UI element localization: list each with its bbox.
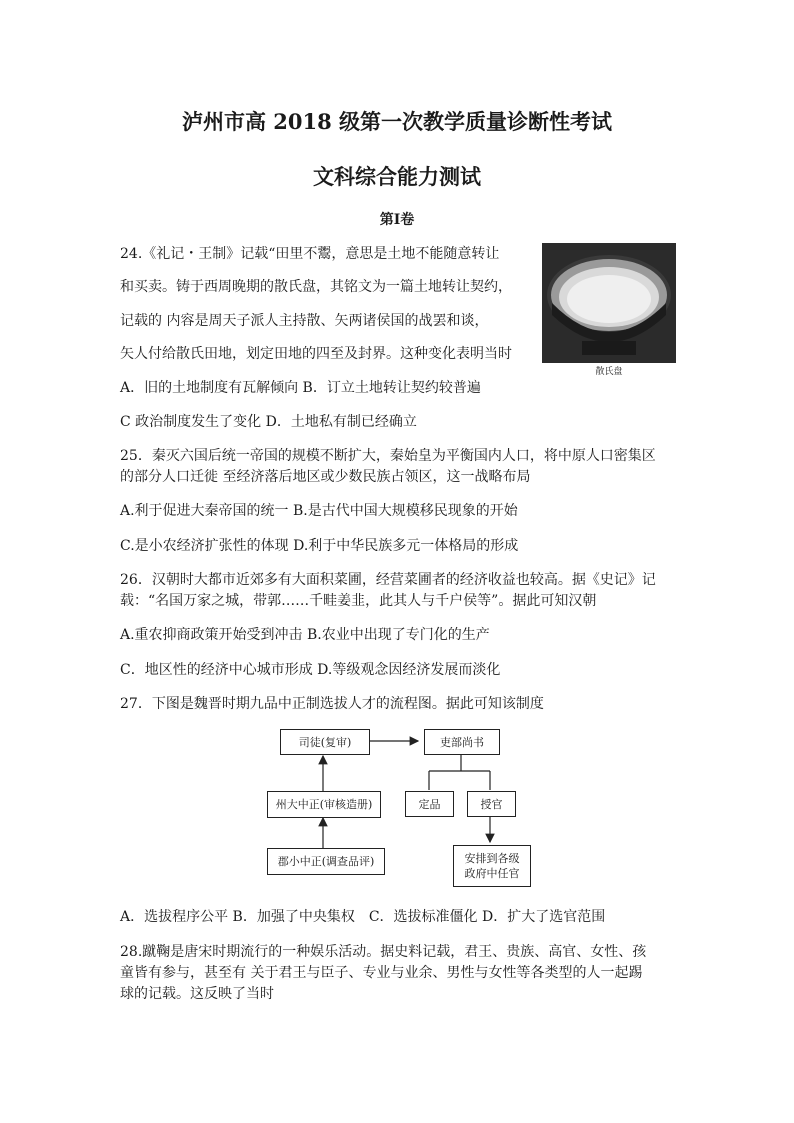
q28-line-1: 28.蹴鞠是唐宋时期流行的一种娱乐活动。据史料记载，君王、贵族、高官、女性、孩 — [120, 944, 647, 960]
section-label: 第Ⅰ卷 — [379, 212, 415, 228]
q26-options-row-1: A.重农抑商政策开始受到冲击 B.农业中出现了专门化的生产 — [120, 627, 490, 643]
q24-options-row-1: A．旧的土地制度有瓦解倾向 B．订立土地转让契约较普遍 — [120, 380, 481, 396]
box-jun-zhongzheng: 郡小中正(调查品评) — [267, 848, 385, 875]
q27-options-row-1: A．选拔程序公平 B．加强了中央集权 C．选拔标准僵化 D．扩大了选官范围 — [120, 909, 606, 925]
box-anpai-line-1: 安排到各级 — [464, 852, 520, 865]
box-anpai-line-2: 政府中任官 — [464, 867, 520, 880]
q26-options-row-2: C．地区性的经济中心城市形成 D.等级观念因经济发展而淡化 — [120, 662, 501, 678]
q25-line-2: 的部分人口迁徙 至经济落后地区或少数民族占领区，这一战略布局 — [120, 469, 531, 485]
q25-options-row-2: C.是小农经济扩张性的体现 D.利于中华民族多元一体格局的形成 — [120, 538, 519, 554]
q28-line-3: 球的记载。这反映了当时 — [120, 986, 274, 1002]
box-zhou-zhongzheng: 州大中正(审核造册) — [267, 791, 381, 818]
box-situ: 司徒(复审) — [280, 729, 370, 755]
q24-line-3: 记载的 内容是周天子派人主持散、矢两诸侯国的战罢和谈， — [120, 313, 489, 329]
q25-options-row-1: A.利于促进大秦帝国的统一 B.是古代中国大规模移民现象的开始 — [120, 503, 518, 519]
q26-line-1: 26．汉朝时大都市近郊多有大面积菜圃，经营菜圃者的经济收益也较高。据《史记》记 — [120, 572, 656, 588]
exam-title: 泸州市高 2018 级第一次教学质量诊断性考试 — [181, 109, 613, 134]
q24-line-1: 24.《礼记・王制》记载“田里不鬻，意思是土地不能随意转让 — [120, 246, 500, 262]
q28-line-2: 童皆有参与，甚至有 关于君王与臣子、专业与业余、男性与女性等各类型的人一起踢 — [120, 965, 643, 981]
q24-line-2: 和买卖。铸于西周晚期的散氏盘，其铭文为一篇土地转让契约， — [120, 279, 512, 295]
box-shouguan: 授官 — [467, 791, 516, 817]
q26-line-2: 载：“名国万家之城，带郭……千畦姜韭，此其人与千户侯等”。据此可知汉朝 — [120, 593, 597, 609]
box-dingpin: 定品 — [405, 791, 454, 817]
box-libu-shangshu: 吏部尚书 — [424, 729, 500, 755]
q27-line-1: 27．下图是魏晋时期九品中正制选拔人才的流程图。据此可知该制度 — [120, 696, 544, 712]
exam-subtitle: 文科综合能力测试 — [313, 164, 481, 189]
q25-line-1: 25．秦灭六国后统一帝国的规模不断扩大，秦始皇为平衡国内人口，将中原人口密集区 — [120, 448, 656, 464]
sanshi-pan-caption: 散氏盘 — [595, 367, 623, 377]
q24-line-4: 矢人付给散氏田地，划定田地的四至及封界。这种变化表明当时 — [120, 346, 512, 362]
q24-options-row-2: C 政治制度发生了变化 D．土地私有制已经确立 — [120, 414, 417, 430]
box-anpai — [453, 845, 531, 887]
